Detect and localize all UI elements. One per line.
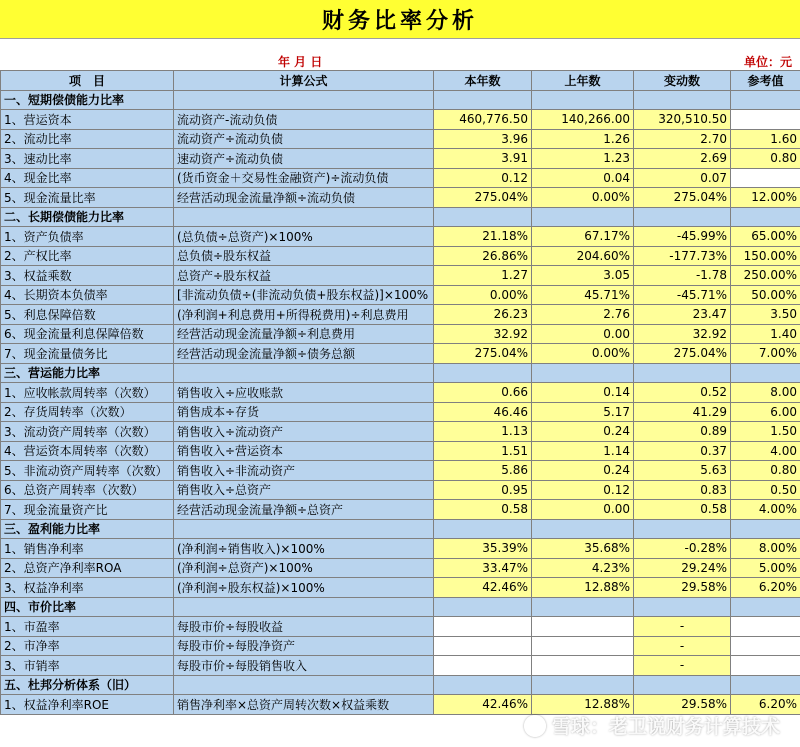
- change-cell: 0.58: [634, 500, 731, 520]
- section-empty-cell: [174, 90, 434, 110]
- reference-cell: 1.50: [731, 422, 800, 442]
- section-header-row: [1, 207, 800, 227]
- previous-year-cell: 12.88%: [532, 578, 634, 598]
- page-title: 财务比率分析: [0, 0, 800, 39]
- current-year-cell: 3.91: [434, 149, 532, 169]
- current-year-cell: 5.86: [434, 461, 532, 481]
- change-cell: 320,510.50: [634, 110, 731, 130]
- current-year-cell: 33.47%: [434, 558, 532, 578]
- unit-label: 单位：元: [743, 55, 792, 69]
- section-header-row: [1, 363, 800, 383]
- reference-cell: [731, 656, 800, 676]
- current-year-cell: 0.12: [434, 168, 532, 188]
- previous-year-cell: 1.14: [532, 441, 634, 461]
- section-empty-cell: [731, 675, 800, 695]
- reference-cell: [731, 110, 800, 130]
- change-cell: 275.04%: [634, 188, 731, 208]
- item-cell: 2、市净率: [1, 636, 174, 656]
- formula-cell: 总负债÷股东权益: [174, 246, 434, 266]
- current-year-cell: 42.46%: [434, 695, 532, 715]
- current-year-cell: 3.96: [434, 129, 532, 149]
- table-row: [1, 383, 800, 403]
- section-empty-cell: [634, 675, 731, 695]
- item-cell: 5、利息保障倍数: [1, 305, 174, 325]
- previous-year-cell: 0.12: [532, 480, 634, 500]
- formula-cell: (净利润+利息费用+所得税费用)÷利息费用: [174, 305, 434, 325]
- section-empty-cell: [731, 363, 800, 383]
- item-cell: 1、应收帐款周转率（次数）: [1, 383, 174, 403]
- current-year-cell: 26.86%: [434, 246, 532, 266]
- previous-year-cell: [532, 617, 634, 637]
- table-row: [1, 305, 800, 325]
- item-cell: 3、市销率: [1, 656, 174, 676]
- section-empty-cell: [434, 597, 532, 617]
- reference-cell: 12.00%: [731, 188, 800, 208]
- section-title: 二、长期偿债能力比率: [1, 207, 174, 227]
- change-cell: -45.99%: [634, 227, 731, 247]
- previous-year-cell: 4.23%: [532, 558, 634, 578]
- section-empty-cell: [634, 207, 731, 227]
- section-empty-cell: [434, 207, 532, 227]
- section-empty-cell: [532, 90, 634, 110]
- section-empty-cell: [634, 597, 731, 617]
- previous-year-cell: 67.17%: [532, 227, 634, 247]
- previous-year-cell: 1.26: [532, 129, 634, 149]
- section-empty-cell: [434, 90, 532, 110]
- header-row: [1, 71, 800, 91]
- item-cell: 3、速动比率: [1, 149, 174, 169]
- item-cell: 1、营运资本: [1, 110, 174, 130]
- section-header-row: [1, 675, 800, 695]
- item-cell: 3、权益乘数: [1, 266, 174, 286]
- table-row: [1, 188, 800, 208]
- column-header-reference: 参考值: [731, 71, 800, 91]
- current-year-cell: 275.04%: [434, 344, 532, 364]
- previous-year-cell: 2.76: [532, 305, 634, 325]
- previous-year-cell: 0.00: [532, 324, 634, 344]
- item-cell: 2、流动比率: [1, 129, 174, 149]
- current-year-cell: 32.92: [434, 324, 532, 344]
- formula-cell: (净利润÷总资产)×100%: [174, 558, 434, 578]
- reference-cell: [731, 636, 800, 656]
- current-year-cell: 21.18%: [434, 227, 532, 247]
- formula-cell: 流动资产÷流动负债: [174, 129, 434, 149]
- formula-cell: (货币资金＋交易性金融资产)÷流动负债: [174, 168, 434, 188]
- item-cell: 3、权益净利率: [1, 578, 174, 598]
- change-cell: 29.58%: [634, 578, 731, 598]
- item-cell: 4、营运资本周转率（次数）: [1, 441, 174, 461]
- item-cell: 5、非流动资产周转率（次数）: [1, 461, 174, 481]
- previous-year-cell: 0.00%: [532, 188, 634, 208]
- change-cell: 0.52: [634, 383, 731, 403]
- item-cell: 4、现金比率: [1, 168, 174, 188]
- formula-cell: 速动资产÷流动负债: [174, 149, 434, 169]
- section-empty-cell: [532, 675, 634, 695]
- section-empty-cell: [434, 363, 532, 383]
- item-cell: 2、存货周转率（次数）: [1, 402, 174, 422]
- formula-cell: (总负债÷总资产)×100%: [174, 227, 434, 247]
- section-empty-cell: [731, 597, 800, 617]
- reference-cell: 50.00%: [731, 285, 800, 305]
- formula-cell: 销售净利率×总资产周转次数×权益乘数: [174, 695, 434, 715]
- current-year-cell: 0.66: [434, 383, 532, 403]
- table-row: [1, 149, 800, 169]
- previous-year-cell: 0.14: [532, 383, 634, 403]
- table-body: [1, 90, 800, 714]
- section-empty-cell: [174, 363, 434, 383]
- current-year-cell: 275.04%: [434, 188, 532, 208]
- item-cell: 1、销售净利率: [1, 539, 174, 559]
- formula-cell: 销售收入÷应收账款: [174, 383, 434, 403]
- reference-cell: 1.40: [731, 324, 800, 344]
- current-year-cell: 460,776.50: [434, 110, 532, 130]
- item-cell: 1、权益净利率ROE: [1, 695, 174, 715]
- item-cell: 5、现金流量比率: [1, 188, 174, 208]
- previous-year-cell: 204.60%: [532, 246, 634, 266]
- reference-cell: 0.50: [731, 480, 800, 500]
- previous-year-cell: 140,266.00: [532, 110, 634, 130]
- change-cell: 5.63: [634, 461, 731, 481]
- table-row: [1, 246, 800, 266]
- change-cell: 2.69: [634, 149, 731, 169]
- column-header-previous-year: 上年数: [532, 71, 634, 91]
- reference-cell: 6.20%: [731, 578, 800, 598]
- table-row: [1, 266, 800, 286]
- previous-year-cell: 1.23: [532, 149, 634, 169]
- table-row: [1, 441, 800, 461]
- change-cell: 0.37: [634, 441, 731, 461]
- section-empty-cell: [731, 90, 800, 110]
- section-empty-cell: [174, 597, 434, 617]
- current-year-cell: 1.51: [434, 441, 532, 461]
- column-header-item: 项 目: [1, 71, 174, 91]
- change-cell: 29.58%: [634, 695, 731, 715]
- formula-cell: 总资产÷股东权益: [174, 266, 434, 286]
- section-empty-cell: [434, 675, 532, 695]
- date-label: 年 月 日: [278, 55, 323, 69]
- current-year-cell: 26.23: [434, 305, 532, 325]
- previous-year-cell: 35.68%: [532, 539, 634, 559]
- item-cell: 6、总资产周转率（次数）: [1, 480, 174, 500]
- formula-cell: 每股市价÷每股销售收入: [174, 656, 434, 676]
- reference-cell: 0.80: [731, 149, 800, 169]
- table-row: [1, 539, 800, 559]
- table-row: [1, 558, 800, 578]
- reference-cell: 150.00%: [731, 246, 800, 266]
- section-empty-cell: [174, 675, 434, 695]
- previous-year-cell: [532, 656, 634, 676]
- section-title: 三、营运能力比率: [1, 363, 174, 383]
- table-row: [1, 636, 800, 656]
- section-empty-cell: [174, 519, 434, 539]
- formula-cell: 每股市价÷每股收益: [174, 617, 434, 637]
- section-title: 五、杜邦分析体系（旧）: [1, 675, 174, 695]
- section-empty-cell: [634, 363, 731, 383]
- change-cell: 275.04%: [634, 344, 731, 364]
- subheader-row: [0, 39, 800, 69]
- section-empty-cell: [634, 519, 731, 539]
- section-title: 四、市价比率: [1, 597, 174, 617]
- reference-cell: 6.20%: [731, 695, 800, 715]
- section-title: 三、盈利能力比率: [1, 519, 174, 539]
- previous-year-cell: 3.05: [532, 266, 634, 286]
- table-row: [1, 402, 800, 422]
- reference-cell: 1.60: [731, 129, 800, 149]
- watermark: [524, 712, 780, 739]
- current-year-cell: [434, 636, 532, 656]
- table-row: [1, 656, 800, 676]
- formula-cell: 经营活动现金流量净额÷债务总额: [174, 344, 434, 364]
- formula-cell: 经营活动现金流量净额÷总资产: [174, 500, 434, 520]
- current-year-cell: 42.46%: [434, 578, 532, 598]
- change-cell: -1.78: [634, 266, 731, 286]
- reference-cell: 8.00%: [731, 539, 800, 559]
- reference-cell: [731, 617, 800, 637]
- change-cell: -: [634, 636, 731, 656]
- table-row: [1, 617, 800, 637]
- change-cell: 23.47: [634, 305, 731, 325]
- formula-cell: [非流动负债÷(非流动负债+股东权益)]×100%: [174, 285, 434, 305]
- change-cell: -: [634, 656, 731, 676]
- table-row: [1, 285, 800, 305]
- current-year-cell: 0.00%: [434, 285, 532, 305]
- table-row: [1, 227, 800, 247]
- formula-cell: (净利润÷股东权益)×100%: [174, 578, 434, 598]
- formula-cell: 销售收入÷非流动资产: [174, 461, 434, 481]
- change-cell: -177.73%: [634, 246, 731, 266]
- formula-cell: 销售收入÷总资产: [174, 480, 434, 500]
- section-header-row: [1, 597, 800, 617]
- formula-cell: 销售成本÷存货: [174, 402, 434, 422]
- table-row: [1, 500, 800, 520]
- current-year-cell: 0.58: [434, 500, 532, 520]
- table-row: [1, 461, 800, 481]
- ratio-table: [0, 70, 800, 715]
- table-row: [1, 344, 800, 364]
- current-year-cell: [434, 617, 532, 637]
- formula-cell: 经营活动现金流量净额÷利息费用: [174, 324, 434, 344]
- watermark-text: 雪球：老卫说财务计算技术: [551, 716, 780, 738]
- item-cell: 6、现金流量利息保障倍数: [1, 324, 174, 344]
- section-empty-cell: [174, 207, 434, 227]
- section-empty-cell: [532, 519, 634, 539]
- formula-cell: 销售收入÷流动资产: [174, 422, 434, 442]
- current-year-cell: 1.27: [434, 266, 532, 286]
- reference-cell: 5.00%: [731, 558, 800, 578]
- current-year-cell: 46.46: [434, 402, 532, 422]
- item-cell: 7、现金流量资产比: [1, 500, 174, 520]
- reference-cell: [731, 168, 800, 188]
- formula-cell: 流动资产-流动负债: [174, 110, 434, 130]
- previous-year-cell: 0.24: [532, 461, 634, 481]
- section-empty-cell: [532, 207, 634, 227]
- table-row: [1, 578, 800, 598]
- table-row: [1, 110, 800, 130]
- change-cell: 32.92: [634, 324, 731, 344]
- item-cell: 3、流动资产周转率（次数）: [1, 422, 174, 442]
- change-cell: 0.83: [634, 480, 731, 500]
- change-cell: 41.29: [634, 402, 731, 422]
- xueqiu-logo-icon: [524, 715, 546, 737]
- reference-cell: 3.50: [731, 305, 800, 325]
- formula-cell: 经营活动现金流量净额÷流动负债: [174, 188, 434, 208]
- table-row: [1, 129, 800, 149]
- previous-year-cell: 12.88%: [532, 695, 634, 715]
- section-empty-cell: [532, 363, 634, 383]
- change-cell: 0.07: [634, 168, 731, 188]
- change-cell: 0.89: [634, 422, 731, 442]
- table-row: [1, 168, 800, 188]
- item-cell: 2、总资产净利率ROA: [1, 558, 174, 578]
- change-cell: -0.28%: [634, 539, 731, 559]
- previous-year-cell: [532, 636, 634, 656]
- section-header-row: [1, 90, 800, 110]
- item-cell: 1、市盈率: [1, 617, 174, 637]
- change-cell: 2.70: [634, 129, 731, 149]
- formula-cell: 销售收入÷营运资本: [174, 441, 434, 461]
- table-row: [1, 422, 800, 442]
- change-cell: 29.24%: [634, 558, 731, 578]
- change-cell: -45.71%: [634, 285, 731, 305]
- previous-year-cell: 0.00: [532, 500, 634, 520]
- item-cell: 1、资产负债率: [1, 227, 174, 247]
- previous-year-cell: 0.04: [532, 168, 634, 188]
- reference-cell: 0.80: [731, 461, 800, 481]
- section-empty-cell: [434, 519, 532, 539]
- reference-cell: 6.00: [731, 402, 800, 422]
- column-header-current-year: 本年数: [434, 71, 532, 91]
- reference-cell: 8.00: [731, 383, 800, 403]
- formula-cell: 每股市价÷每股净资产: [174, 636, 434, 656]
- current-year-cell: 1.13: [434, 422, 532, 442]
- section-empty-cell: [731, 519, 800, 539]
- item-cell: 4、长期资本负债率: [1, 285, 174, 305]
- section-header-row: [1, 519, 800, 539]
- reference-cell: 4.00: [731, 441, 800, 461]
- reference-cell: 250.00%: [731, 266, 800, 286]
- section-empty-cell: [634, 90, 731, 110]
- column-header-formula: 计算公式: [174, 71, 434, 91]
- previous-year-cell: 0.24: [532, 422, 634, 442]
- item-cell: 7、现金流量债务比: [1, 344, 174, 364]
- current-year-cell: 35.39%: [434, 539, 532, 559]
- previous-year-cell: 0.00%: [532, 344, 634, 364]
- section-empty-cell: [731, 207, 800, 227]
- section-title: 一、短期偿债能力比率: [1, 90, 174, 110]
- formula-cell: (净利润÷销售收入)×100%: [174, 539, 434, 559]
- column-header-change: 变动数: [634, 71, 731, 91]
- reference-cell: 7.00%: [731, 344, 800, 364]
- previous-year-cell: 45.71%: [532, 285, 634, 305]
- current-year-cell: 0.95: [434, 480, 532, 500]
- change-cell: -: [634, 617, 731, 637]
- section-empty-cell: [532, 597, 634, 617]
- table-row: [1, 324, 800, 344]
- table-row: [1, 480, 800, 500]
- previous-year-cell: 5.17: [532, 402, 634, 422]
- current-year-cell: [434, 656, 532, 676]
- reference-cell: 65.00%: [731, 227, 800, 247]
- reference-cell: 4.00%: [731, 500, 800, 520]
- item-cell: 2、产权比率: [1, 246, 174, 266]
